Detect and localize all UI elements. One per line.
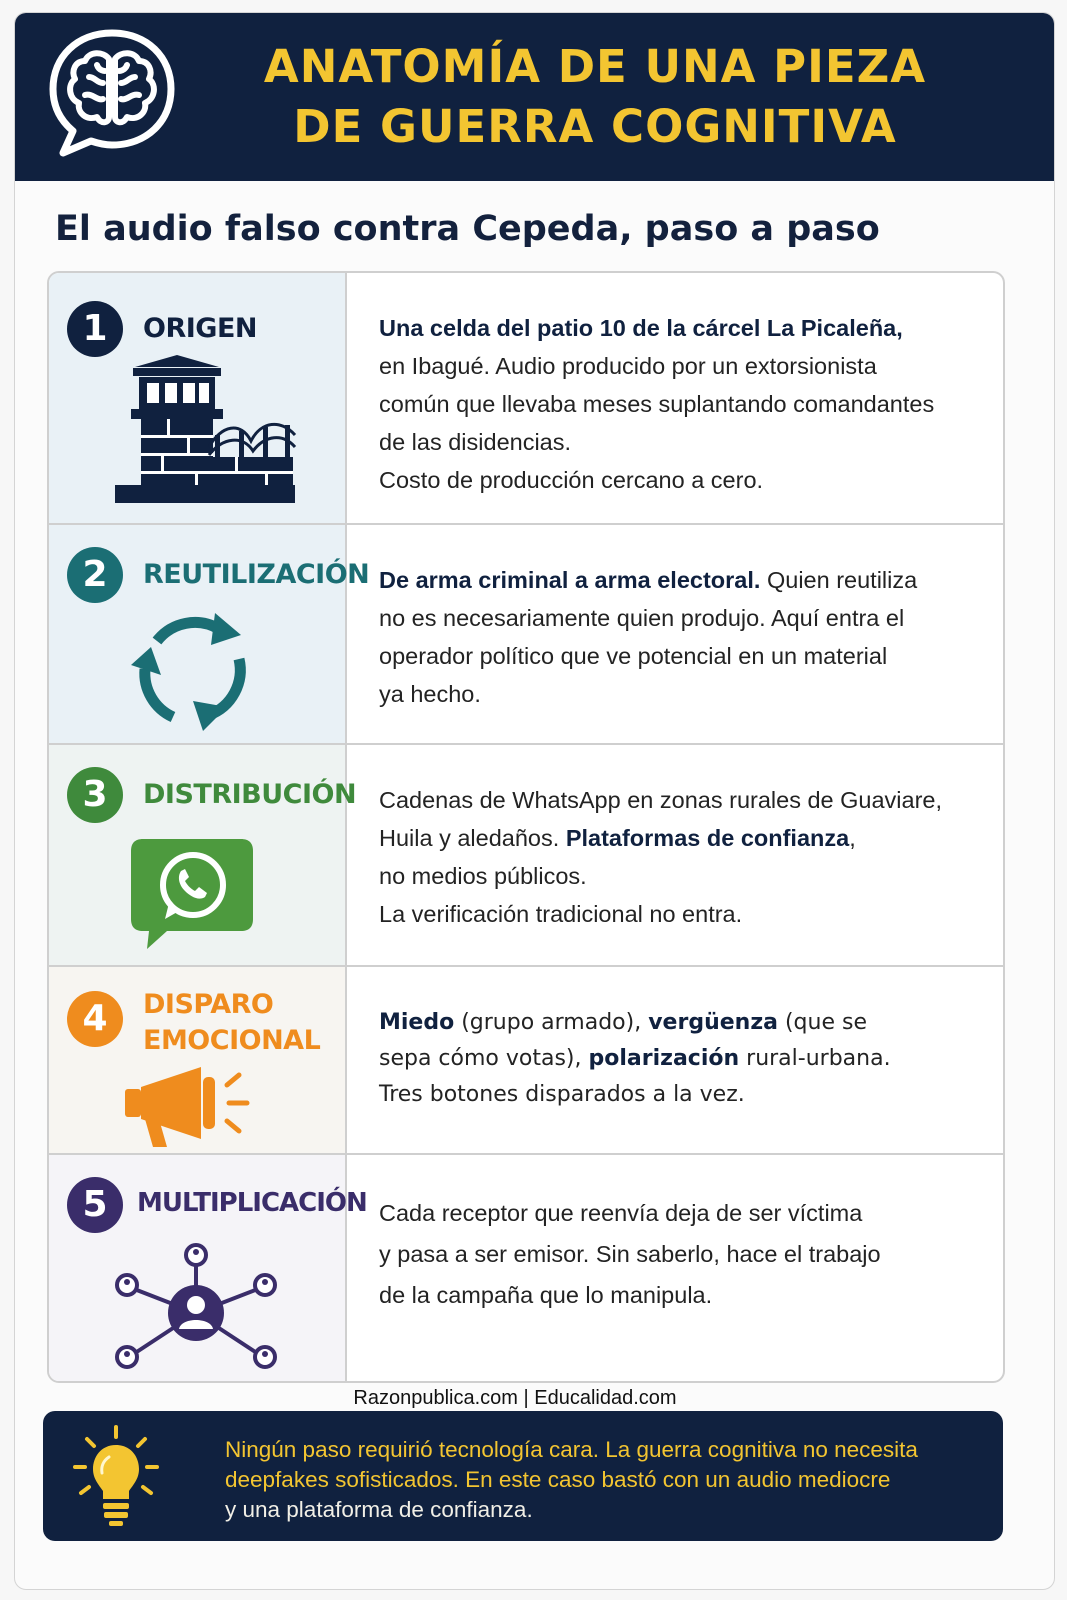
footer-line-3: y una plataforma de confianza. xyxy=(225,1497,533,1522)
brain-speech-bubble-icon xyxy=(45,25,179,159)
step-description xyxy=(379,1193,979,1316)
lightbulb-icon xyxy=(71,1423,161,1529)
step-label: DISPARO xyxy=(143,989,274,1020)
page-title xyxy=(235,37,955,157)
step-row-multiplicacion xyxy=(49,1155,1003,1381)
step-4-paragraph-1: Miedo (grupo armado), vergüenza (que se sepa cómo votas), polarización rural-urbana. xyxy=(379,1010,891,1071)
step-description xyxy=(379,781,979,933)
title-line-1: ANATOMÍA DE UNA PIEZA xyxy=(263,40,927,93)
footer-line-1: Ningún paso requirió tecnología cara. La guerra cognitiva no necesita xyxy=(225,1437,918,1462)
step-label: ORIGEN xyxy=(143,313,257,344)
footer-line-2: deepfakes sofisticados. En este caso bastó con un audio mediocre xyxy=(225,1467,891,1492)
prison-tower-icon xyxy=(111,355,301,505)
step-1-paragraph-2: Costo de producción cercano a cero. xyxy=(379,467,764,493)
title-line-2: DE GUERRA COGNITIVA xyxy=(293,100,897,153)
step-row-reutilizacion xyxy=(49,525,1003,745)
step-description xyxy=(379,1005,979,1113)
source-credit: Razonpublica.com | Educalidad.com xyxy=(353,1387,677,1409)
header-banner xyxy=(15,13,1054,181)
recycle-arrows-icon xyxy=(127,607,257,737)
step-number-badge: 3 xyxy=(67,767,123,823)
whatsapp-icon xyxy=(127,833,257,953)
infographic-card xyxy=(14,12,1055,1590)
step-5-paragraph-1: Cada receptor que reenvía deja de ser víctima y pasa a ser emisor. Sin saberlo, hace el trabajo de la campaña que lo manipula. xyxy=(379,1200,881,1308)
steps-table xyxy=(47,271,1005,1383)
network-people-icon xyxy=(111,1241,281,1371)
step-row-distribucion xyxy=(49,745,1003,967)
step-row-disparo-emocional xyxy=(49,967,1003,1155)
step-label: DISTRIBUCIÓN xyxy=(143,779,357,810)
megaphone-icon xyxy=(123,1063,253,1149)
step-3-paragraph-2: La verificación tradicional no entra. xyxy=(379,901,743,927)
step-row-origen xyxy=(49,273,1003,525)
step-description xyxy=(379,309,979,499)
step-3-paragraph-1: Cadenas de WhatsApp en zonas rurales de Guaviare, Huila y aledaños. Plataformas de confianza, no medios públicos. xyxy=(379,787,943,889)
step-4-paragraph-2: Tres botones disparados a la vez. xyxy=(379,1082,745,1107)
page-subtitle: El audio falso contra Cepeda, paso a paso xyxy=(55,209,880,249)
step-2-paragraph-1: De arma criminal a arma electoral. Quien reutiliza no es necesariamente quien produjo. Aquí entra el operador político que ve potencial en un material ya hecho. xyxy=(379,567,918,707)
step-number-badge: 1 xyxy=(67,301,123,357)
step-2-left-cell xyxy=(49,525,370,743)
step-number-badge: 5 xyxy=(67,1177,123,1233)
step-label: REUTILIZACIÓN xyxy=(143,559,370,590)
step-number-badge: 4 xyxy=(67,991,123,1047)
step-1-left-cell xyxy=(49,273,347,523)
step-5-left-cell xyxy=(49,1155,367,1381)
footer-callout xyxy=(43,1411,1003,1541)
footer-message xyxy=(225,1435,985,1525)
step-4-left-cell xyxy=(49,967,347,1153)
step-label: MULTIPLICACIÓN xyxy=(137,1188,367,1218)
step-number-badge: 2 xyxy=(67,547,123,603)
step-label-line-2: EMOCIONAL xyxy=(143,1025,321,1056)
step-3-left-cell xyxy=(49,745,357,965)
step-description xyxy=(379,561,979,713)
step-1-paragraph-1: Una celda del patio 10 de la cárcel La Picaleña, en Ibagué. Audio producido por un extorsionista común que llevaba meses suplantando comandantes de las disidencias. xyxy=(379,315,935,455)
